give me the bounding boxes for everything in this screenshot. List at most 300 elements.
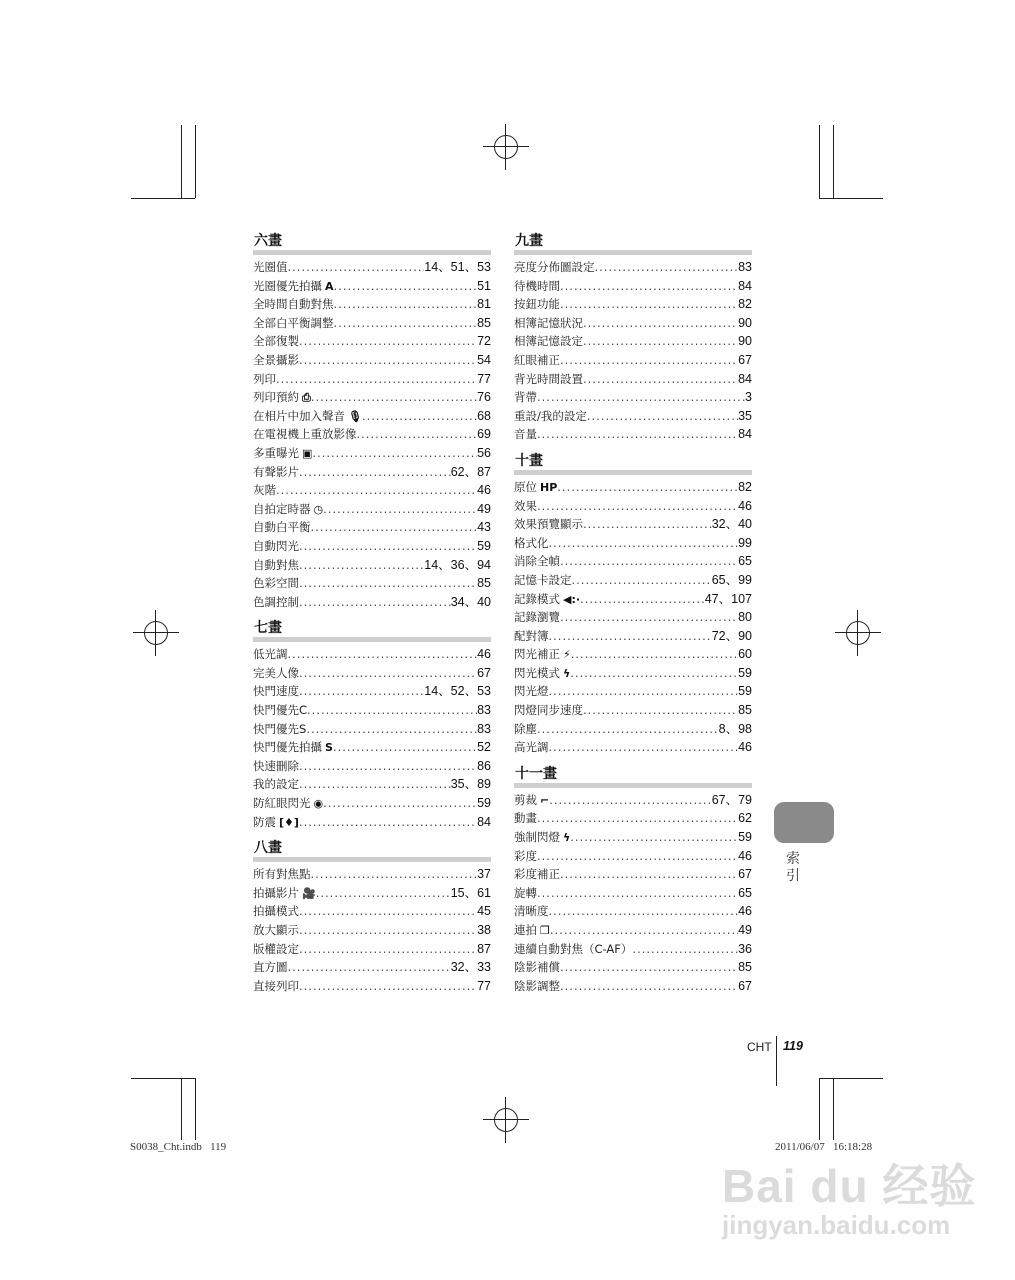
index-entry xyxy=(514,497,752,516)
index-entry xyxy=(514,809,752,828)
index-entry xyxy=(514,332,752,351)
index-entry xyxy=(253,351,491,370)
entry-term: 多重曝光 xyxy=(253,445,299,460)
entry-page: 84 xyxy=(738,371,752,386)
leader-dots xyxy=(560,277,738,296)
entry-term: 彩度補正 xyxy=(514,867,560,882)
entry-term: 快門優先S xyxy=(253,721,307,736)
entry-term: 完美人像 xyxy=(253,665,299,680)
index-entry xyxy=(514,425,752,444)
index-entry xyxy=(514,940,752,959)
leader-dots xyxy=(572,571,712,590)
entry-page: 86 xyxy=(477,758,491,773)
leader-dots xyxy=(560,295,738,314)
entry-term: 消除全幀 xyxy=(514,554,560,569)
section-title: 七畫 xyxy=(253,619,491,642)
crop-mark xyxy=(819,198,883,199)
leader-dots xyxy=(299,664,477,683)
entry-page: 46 xyxy=(477,483,491,498)
entry-term: 相簿記憶狀況 xyxy=(514,315,583,330)
leader-dots xyxy=(276,481,477,500)
index-entry xyxy=(514,682,752,701)
index-entry xyxy=(253,481,491,500)
entry-term: 防紅眼閃光 xyxy=(253,796,311,811)
entry-term: 放大顯示 xyxy=(253,923,299,937)
index-entry xyxy=(253,370,491,389)
index-entry xyxy=(514,590,752,609)
index-column-left xyxy=(253,232,491,1003)
entry-term: 背光時間設置 xyxy=(514,371,583,386)
index-entry xyxy=(514,571,752,590)
leader-dots xyxy=(537,425,738,444)
entry-term: 快門優先C xyxy=(253,703,308,718)
watermark-logo: Bai du 经验 xyxy=(722,1160,977,1212)
leader-dots xyxy=(323,794,477,813)
entry-page: 77 xyxy=(477,371,491,386)
entry-symbol-icon: ⌐ xyxy=(540,793,550,807)
leader-dots xyxy=(560,977,738,996)
leader-dots xyxy=(560,958,738,977)
entry-page: 59 xyxy=(738,684,752,699)
registration-mark xyxy=(483,124,529,170)
index-entry xyxy=(514,977,752,996)
index-entry xyxy=(253,463,491,482)
index-section xyxy=(253,839,491,995)
leader-dots xyxy=(537,720,719,739)
entry-page: 84 xyxy=(477,814,491,829)
index-entry xyxy=(514,958,752,977)
index-entry xyxy=(253,720,491,739)
index-entry xyxy=(514,407,752,426)
leader-dots xyxy=(299,775,451,794)
index-entry xyxy=(514,664,752,683)
entry-page: 38 xyxy=(477,923,491,937)
index-entry xyxy=(514,552,752,571)
leader-dots xyxy=(299,921,477,940)
entry-page: 54 xyxy=(477,352,491,367)
entry-term: 清晰度 xyxy=(514,904,549,919)
index-entry xyxy=(253,444,491,463)
index-entry xyxy=(514,608,752,627)
leader-dots xyxy=(299,940,477,959)
entry-term: 拍攝影片 xyxy=(253,885,299,900)
entry-term: 自拍定時器 xyxy=(253,501,311,516)
entry-term: 除塵 xyxy=(514,721,537,736)
index-entry xyxy=(514,534,752,553)
index-entry xyxy=(514,351,752,370)
leader-dots xyxy=(299,902,477,921)
entry-term: 直接列印 xyxy=(253,978,299,993)
index-entry xyxy=(514,645,752,664)
entry-symbol-icon: 🎥 xyxy=(302,886,316,900)
index-entry xyxy=(253,664,491,683)
index-entry xyxy=(514,738,752,757)
index-entry xyxy=(253,556,491,575)
entry-page: 69 xyxy=(477,427,491,442)
leader-dots xyxy=(580,590,705,609)
entry-page: 49 xyxy=(477,501,491,516)
index-entry xyxy=(514,847,752,866)
leader-dots xyxy=(333,738,477,757)
index-entry xyxy=(514,701,752,720)
entry-symbol-icon: ▣ xyxy=(302,446,313,460)
entry-page: 3 xyxy=(745,390,752,405)
entry-term: 彩度 xyxy=(514,848,537,863)
leader-dots xyxy=(549,791,711,810)
index-entry xyxy=(514,295,752,314)
leader-dots xyxy=(557,478,738,497)
entry-page: 37 xyxy=(477,867,491,882)
leader-dots xyxy=(299,537,477,556)
entry-term: 自動對焦 xyxy=(253,557,299,572)
leader-dots xyxy=(549,902,739,921)
entry-term: 陰影補償 xyxy=(514,960,560,975)
entry-page: 65、99 xyxy=(711,572,752,587)
entry-term: 按鈕功能 xyxy=(514,297,560,312)
registration-mark xyxy=(483,1097,529,1143)
entry-term: 動畫 xyxy=(514,811,537,826)
leader-dots xyxy=(549,627,712,646)
section-title: 六畫 xyxy=(253,232,491,255)
index-entry xyxy=(253,794,491,813)
entry-term: 版權設定 xyxy=(253,941,299,956)
entry-term: 自動白平衡 xyxy=(253,520,311,535)
entry-term: 效果 xyxy=(514,498,537,513)
entry-page: 67 xyxy=(738,352,752,367)
leader-dots xyxy=(583,314,738,333)
index-entry xyxy=(253,295,491,314)
entry-term: 有聲影片 xyxy=(253,464,299,479)
leader-dots xyxy=(560,351,738,370)
entry-page: 83 xyxy=(477,703,491,718)
entry-symbol-icon: ϟ xyxy=(563,666,571,680)
section-title: 八畫 xyxy=(253,839,491,862)
index-entry xyxy=(514,884,752,903)
entry-page: 65 xyxy=(738,885,752,900)
watermark-url: jingyan.baidu.com xyxy=(722,1210,951,1240)
leader-dots xyxy=(299,574,477,593)
entry-term: 格式化 xyxy=(514,535,549,550)
index-tab-label: 索引 xyxy=(786,851,800,884)
index-entry xyxy=(253,921,491,940)
index-column-right xyxy=(514,232,752,1003)
entry-page: 45 xyxy=(477,904,491,919)
leader-dots xyxy=(549,534,739,553)
entry-term: 自動閃光 xyxy=(253,538,299,553)
crop-mark xyxy=(833,1078,834,1140)
section-title: 十一畫 xyxy=(514,765,752,788)
index-entry xyxy=(253,332,491,351)
entry-page: 82 xyxy=(738,297,752,312)
entry-page: 46 xyxy=(738,848,752,863)
entry-page: 32、40 xyxy=(711,517,752,532)
index-entry xyxy=(253,388,491,407)
entry-term: 記錄瀏覽 xyxy=(514,610,560,625)
leader-dots xyxy=(299,813,477,832)
page-number: 119 xyxy=(783,1039,803,1053)
index-entry xyxy=(253,407,491,426)
leader-dots xyxy=(311,388,477,407)
leader-dots xyxy=(583,332,738,351)
entry-term: 快門優先拍攝 xyxy=(253,740,322,755)
entry-term: 列印預約 xyxy=(253,390,299,405)
entry-page: 49 xyxy=(738,923,752,937)
entry-term: 連拍 xyxy=(514,923,537,937)
entry-term: 閃光模式 xyxy=(514,665,560,680)
entry-page: 56 xyxy=(477,445,491,460)
index-entry xyxy=(253,425,491,444)
entry-page: 36 xyxy=(738,941,752,956)
crop-mark xyxy=(819,1078,820,1140)
index-entry xyxy=(514,627,752,646)
leader-dots xyxy=(299,351,477,370)
entry-page: 59 xyxy=(477,538,491,553)
entry-term: 灰階 xyxy=(253,483,276,498)
index-entry xyxy=(253,701,491,720)
entry-page: 87 xyxy=(477,941,491,956)
crop-mark xyxy=(195,125,196,198)
crop-mark xyxy=(819,1078,883,1079)
entry-term: 防震 xyxy=(253,814,276,829)
entry-page: 80 xyxy=(738,610,752,625)
entry-term: 低光調 xyxy=(253,647,288,662)
entry-term: 高光調 xyxy=(514,740,549,755)
leader-dots xyxy=(334,295,478,314)
leader-dots xyxy=(583,701,738,720)
index-entry xyxy=(514,515,752,534)
index-entry xyxy=(514,314,752,333)
page-number-divider xyxy=(776,1036,777,1086)
entry-term: 記錄模式 xyxy=(514,591,560,606)
index-entry xyxy=(514,720,752,739)
index-entry xyxy=(514,478,752,497)
leader-dots xyxy=(632,940,738,959)
index-entry xyxy=(253,574,491,593)
entry-symbol-icon: ◀:· xyxy=(563,592,581,606)
crop-mark xyxy=(833,125,834,198)
entry-page: 59 xyxy=(477,796,491,811)
entry-page: 46 xyxy=(738,498,752,513)
index-entry xyxy=(253,865,491,884)
index-entry xyxy=(253,813,491,832)
index-section xyxy=(253,232,491,611)
index-entry xyxy=(253,757,491,776)
entry-term: 全景攝影 xyxy=(253,352,299,367)
leader-dots xyxy=(299,593,451,612)
entry-page: 83 xyxy=(477,721,491,736)
leader-dots xyxy=(570,664,738,683)
leader-dots xyxy=(299,463,451,482)
leader-dots xyxy=(570,828,738,847)
entry-term: 陰影調整 xyxy=(514,978,560,993)
index-section xyxy=(514,765,752,996)
index-section xyxy=(514,232,752,444)
index-entry xyxy=(514,828,752,847)
entry-page: 35、89 xyxy=(450,777,491,792)
entry-term: 強制閃燈 xyxy=(514,830,560,845)
leader-dots xyxy=(583,370,738,389)
index-entry xyxy=(253,902,491,921)
entry-term: 效果預覽顯示 xyxy=(514,517,583,532)
leader-dots xyxy=(560,608,738,627)
entry-term: 全部復製 xyxy=(253,334,299,349)
leader-dots xyxy=(312,444,477,463)
entry-page: 76 xyxy=(477,390,491,405)
leader-dots xyxy=(550,921,738,940)
index-section xyxy=(514,452,752,757)
entry-page: 99 xyxy=(738,535,752,550)
print-file-name: S0038_Cht.indb 119 xyxy=(130,1141,227,1153)
entry-page: 85 xyxy=(738,960,752,975)
entry-term: 在相片中加入聲音 xyxy=(253,408,345,423)
leader-dots xyxy=(299,556,424,575)
index-entry xyxy=(253,738,491,757)
crop-mark xyxy=(819,125,820,198)
entry-term: 色調控制 xyxy=(253,594,299,609)
leader-dots xyxy=(549,738,739,757)
entry-page: 60 xyxy=(738,647,752,662)
entry-page: 67 xyxy=(477,665,491,680)
entry-page: 90 xyxy=(738,315,752,330)
entry-term: 紅眼補正 xyxy=(514,352,560,367)
entry-term: 背帶 xyxy=(514,390,537,405)
index-entry xyxy=(514,902,752,921)
entry-page: 82 xyxy=(738,479,752,494)
leader-dots xyxy=(583,515,712,534)
entry-term: 記憶卡設定 xyxy=(514,572,572,587)
leader-dots xyxy=(560,865,738,884)
index-entry xyxy=(514,388,752,407)
entry-term: 重設/我的設定 xyxy=(514,408,587,423)
index-section xyxy=(253,619,491,831)
index-tab xyxy=(774,802,834,843)
entry-symbol-icon: ⎙ xyxy=(302,391,311,405)
entry-page: 46 xyxy=(738,904,752,919)
entry-page: 34、40 xyxy=(450,594,491,609)
crop-mark xyxy=(181,1078,182,1140)
leader-dots xyxy=(288,258,425,277)
leader-dots xyxy=(299,757,477,776)
crop-mark xyxy=(131,198,195,199)
entry-term: 全時間自動對焦 xyxy=(253,297,334,312)
index-entry xyxy=(253,593,491,612)
index-entry xyxy=(253,500,491,519)
entry-page: 47、107 xyxy=(704,591,752,606)
leader-dots xyxy=(299,332,477,351)
registration-mark xyxy=(133,610,179,656)
entry-term: 我的設定 xyxy=(253,777,299,792)
entry-symbol-icon: ❐ xyxy=(540,924,550,937)
entry-symbol-icon: 🎙 xyxy=(348,409,362,423)
index-entry xyxy=(253,537,491,556)
index-entry xyxy=(253,775,491,794)
entry-symbol-icon: HP xyxy=(540,480,558,494)
entry-page: 14、51、53 xyxy=(424,260,491,274)
entry-page: 59 xyxy=(738,665,752,680)
entry-page: 46 xyxy=(477,647,491,662)
entry-page: 67、79 xyxy=(711,792,752,807)
crop-mark xyxy=(195,1078,196,1140)
entry-term: 拍攝模式 xyxy=(253,904,299,919)
leader-dots xyxy=(288,958,451,977)
entry-page: 15、61 xyxy=(450,885,491,900)
entry-page: 43 xyxy=(477,520,491,535)
entry-page: 84 xyxy=(738,278,752,293)
leader-dots xyxy=(587,407,738,426)
entry-symbol-icon: A xyxy=(325,279,334,293)
entry-term: 相簿記憶設定 xyxy=(514,334,583,349)
index-entry xyxy=(253,940,491,959)
entry-term: 快門速度 xyxy=(253,684,299,699)
leader-dots xyxy=(549,682,739,701)
entry-term: 色彩空間 xyxy=(253,576,299,591)
entry-term: 直方圖 xyxy=(253,960,288,975)
entry-symbol-icon: ϟ xyxy=(563,831,571,845)
leader-dots xyxy=(537,809,738,828)
entry-term: 光圈優先拍攝 xyxy=(253,278,322,293)
page-language: CHT xyxy=(747,1040,772,1054)
entry-symbol-icon: ⚡ xyxy=(563,648,571,662)
leader-dots xyxy=(560,552,738,571)
index-entry xyxy=(253,518,491,537)
leader-dots xyxy=(323,500,477,519)
entry-page: 85 xyxy=(477,315,491,330)
leader-dots xyxy=(537,388,745,407)
leader-dots xyxy=(595,258,739,277)
entry-term: 音量 xyxy=(514,427,537,442)
index-entry xyxy=(514,921,752,940)
index-entry xyxy=(514,370,752,389)
leader-dots xyxy=(537,497,738,516)
entry-term: 快速刪除 xyxy=(253,758,299,773)
index-entry xyxy=(253,958,491,977)
entry-term: 配對簿 xyxy=(514,628,549,643)
entry-term: 連續自動對焦（C-AF） xyxy=(514,941,633,956)
entry-term: 列印 xyxy=(253,371,276,386)
leader-dots xyxy=(307,701,477,720)
leader-dots xyxy=(299,977,477,996)
entry-page: 14、52、53 xyxy=(424,684,491,699)
leader-dots xyxy=(311,865,478,884)
index-entry xyxy=(514,865,752,884)
leader-dots xyxy=(357,425,478,444)
entry-term: 在電視機上重放影像 xyxy=(253,427,357,442)
entry-term: 剪裁 xyxy=(514,792,537,807)
entry-term: 原位 xyxy=(514,479,537,494)
entry-page: 35 xyxy=(738,408,752,423)
print-timestamp: 2011/06/07 16:18:28 xyxy=(775,1141,873,1153)
leader-dots xyxy=(537,884,738,903)
entry-term: 待機時間 xyxy=(514,278,560,293)
index-entry xyxy=(514,277,752,296)
entry-term: 光圈值 xyxy=(253,260,288,274)
entry-page: 59 xyxy=(738,830,752,845)
leader-dots xyxy=(537,847,738,866)
entry-symbol-icon: ◉ xyxy=(313,797,324,811)
entry-page: 62、87 xyxy=(450,464,491,479)
entry-term: 閃光補正 xyxy=(514,647,560,662)
entry-page: 72 xyxy=(477,334,491,349)
leader-dots xyxy=(276,370,477,389)
index-entry xyxy=(253,645,491,664)
entry-page: 90 xyxy=(738,334,752,349)
entry-page: 62 xyxy=(738,811,752,826)
registration-mark xyxy=(835,610,881,656)
leader-dots xyxy=(316,884,451,903)
crop-mark xyxy=(131,1078,195,1079)
entry-term: 閃光燈 xyxy=(514,684,549,699)
leader-dots xyxy=(306,720,477,739)
